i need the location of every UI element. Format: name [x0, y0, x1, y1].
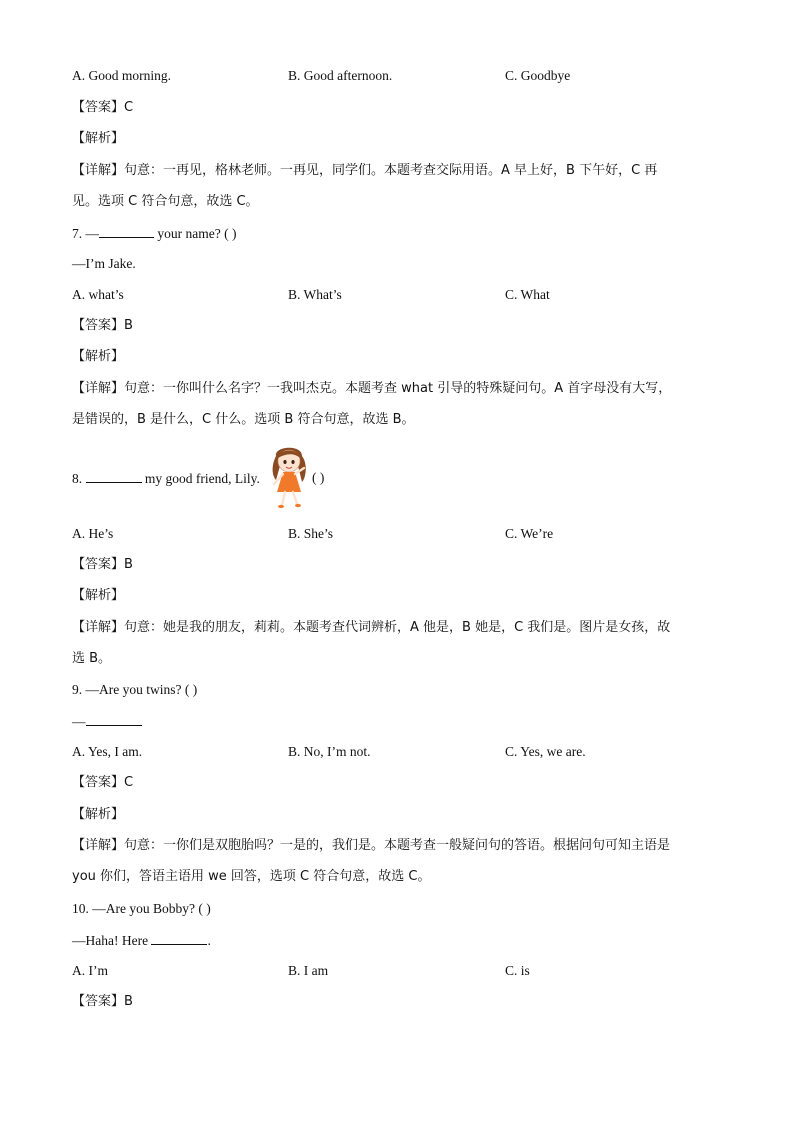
q7-analysis: 【解析】	[72, 349, 125, 364]
q9-answer: 【答案】C	[72, 775, 134, 790]
q6-detail-line1: 【详解】句意：一再见，格林老师。一再见，同学们。本题考查交际用语。A 早上好，B 下午好，C 再	[72, 163, 658, 178]
q7-option-b: B. What’s	[288, 287, 342, 302]
q6-answer: 【答案】C	[72, 100, 134, 115]
q10-reply-prefix: —Haha! Here	[72, 933, 152, 948]
q7-reply: —I’m Jake.	[72, 256, 136, 271]
q7-stem-suffix: your name? ( )	[154, 226, 237, 241]
q6-analysis: 【解析】	[72, 131, 125, 146]
q8-stem-suffix: my good friend, Lily.	[141, 471, 260, 486]
q8-detail-line1: 【详解】句意：她是我的朋友，莉莉。本题考查代词辨析，A 他是，B 她是，C 我们是。图片是女孩，故	[72, 620, 671, 635]
q7-answer: 【答案】B	[72, 318, 133, 333]
cartoon-girl-icon	[268, 444, 310, 510]
q8-answer: 【答案】B	[72, 557, 133, 572]
q10-stem: 10. —Are you Bobby? ( )	[72, 901, 211, 916]
q7-blank	[99, 224, 154, 238]
q10-option-a: A. I’m	[72, 963, 108, 978]
q10-option-c: C. is	[505, 963, 530, 978]
q8-option-a: A. He’s	[72, 526, 114, 541]
q7-option-c: C. What	[505, 287, 550, 302]
q6-option-a: A. Good morning.	[72, 68, 171, 83]
q9-option-b: B. No, I’m not.	[288, 744, 371, 759]
q9-reply	[72, 712, 142, 731]
q7-stem-prefix: 7. —	[72, 226, 99, 241]
q9-analysis: 【解析】	[72, 807, 125, 822]
q9-option-a: A. Yes, I am.	[72, 744, 143, 759]
q7-stem	[72, 224, 236, 243]
q6-detail-line2: 见。选项 C 符合句意，故选 C。	[72, 194, 259, 209]
q6-option-c: C. Goodbye	[505, 68, 571, 83]
q8-analysis: 【解析】	[72, 588, 125, 603]
q9-blank	[86, 712, 142, 726]
q7-option-a: A. what’s	[72, 287, 124, 302]
q8-detail-line2: 选 B。	[72, 651, 112, 666]
q9-option-c: C. Yes, we are.	[505, 744, 586, 759]
q8-paren: ( )	[312, 470, 325, 485]
q10-blank	[151, 931, 207, 945]
q10-reply-suffix: .	[207, 933, 211, 948]
q8-stem-prefix: 8.	[72, 471, 86, 486]
q8-option-c: C. We’re	[505, 526, 554, 541]
q6-option-b: B. Good afternoon.	[288, 68, 393, 83]
q8-blank	[86, 469, 142, 483]
q7-detail-line1: 【详解】句意：一你叫什么名字？一我叫杰克。本题考查 what 引导的特殊疑问句。A 首字母没有大写，	[72, 381, 672, 396]
q10-reply	[72, 931, 211, 950]
q9-reply-prefix: —	[72, 714, 86, 729]
q9-detail-line2: you 你们，答语主语用 we 回答，选项 C 符合句意，故选 C。	[72, 869, 431, 884]
q8-stem	[72, 469, 260, 488]
q10-option-b: B. I am	[288, 963, 329, 978]
q9-stem: 9. —Are you twins? ( )	[72, 682, 198, 697]
q8-option-b: B. She’s	[288, 526, 334, 541]
q7-detail-line2: 是错误的，B 是什么，C 什么。选项 B 符合句意，故选 B。	[72, 412, 415, 427]
q9-detail-line1: 【详解】句意：一你们是双胞胎吗？一是的，我们是。本题考查一般疑问句的答语。根据问句可知主语是	[72, 838, 671, 853]
q10-answer: 【答案】B	[72, 994, 133, 1009]
